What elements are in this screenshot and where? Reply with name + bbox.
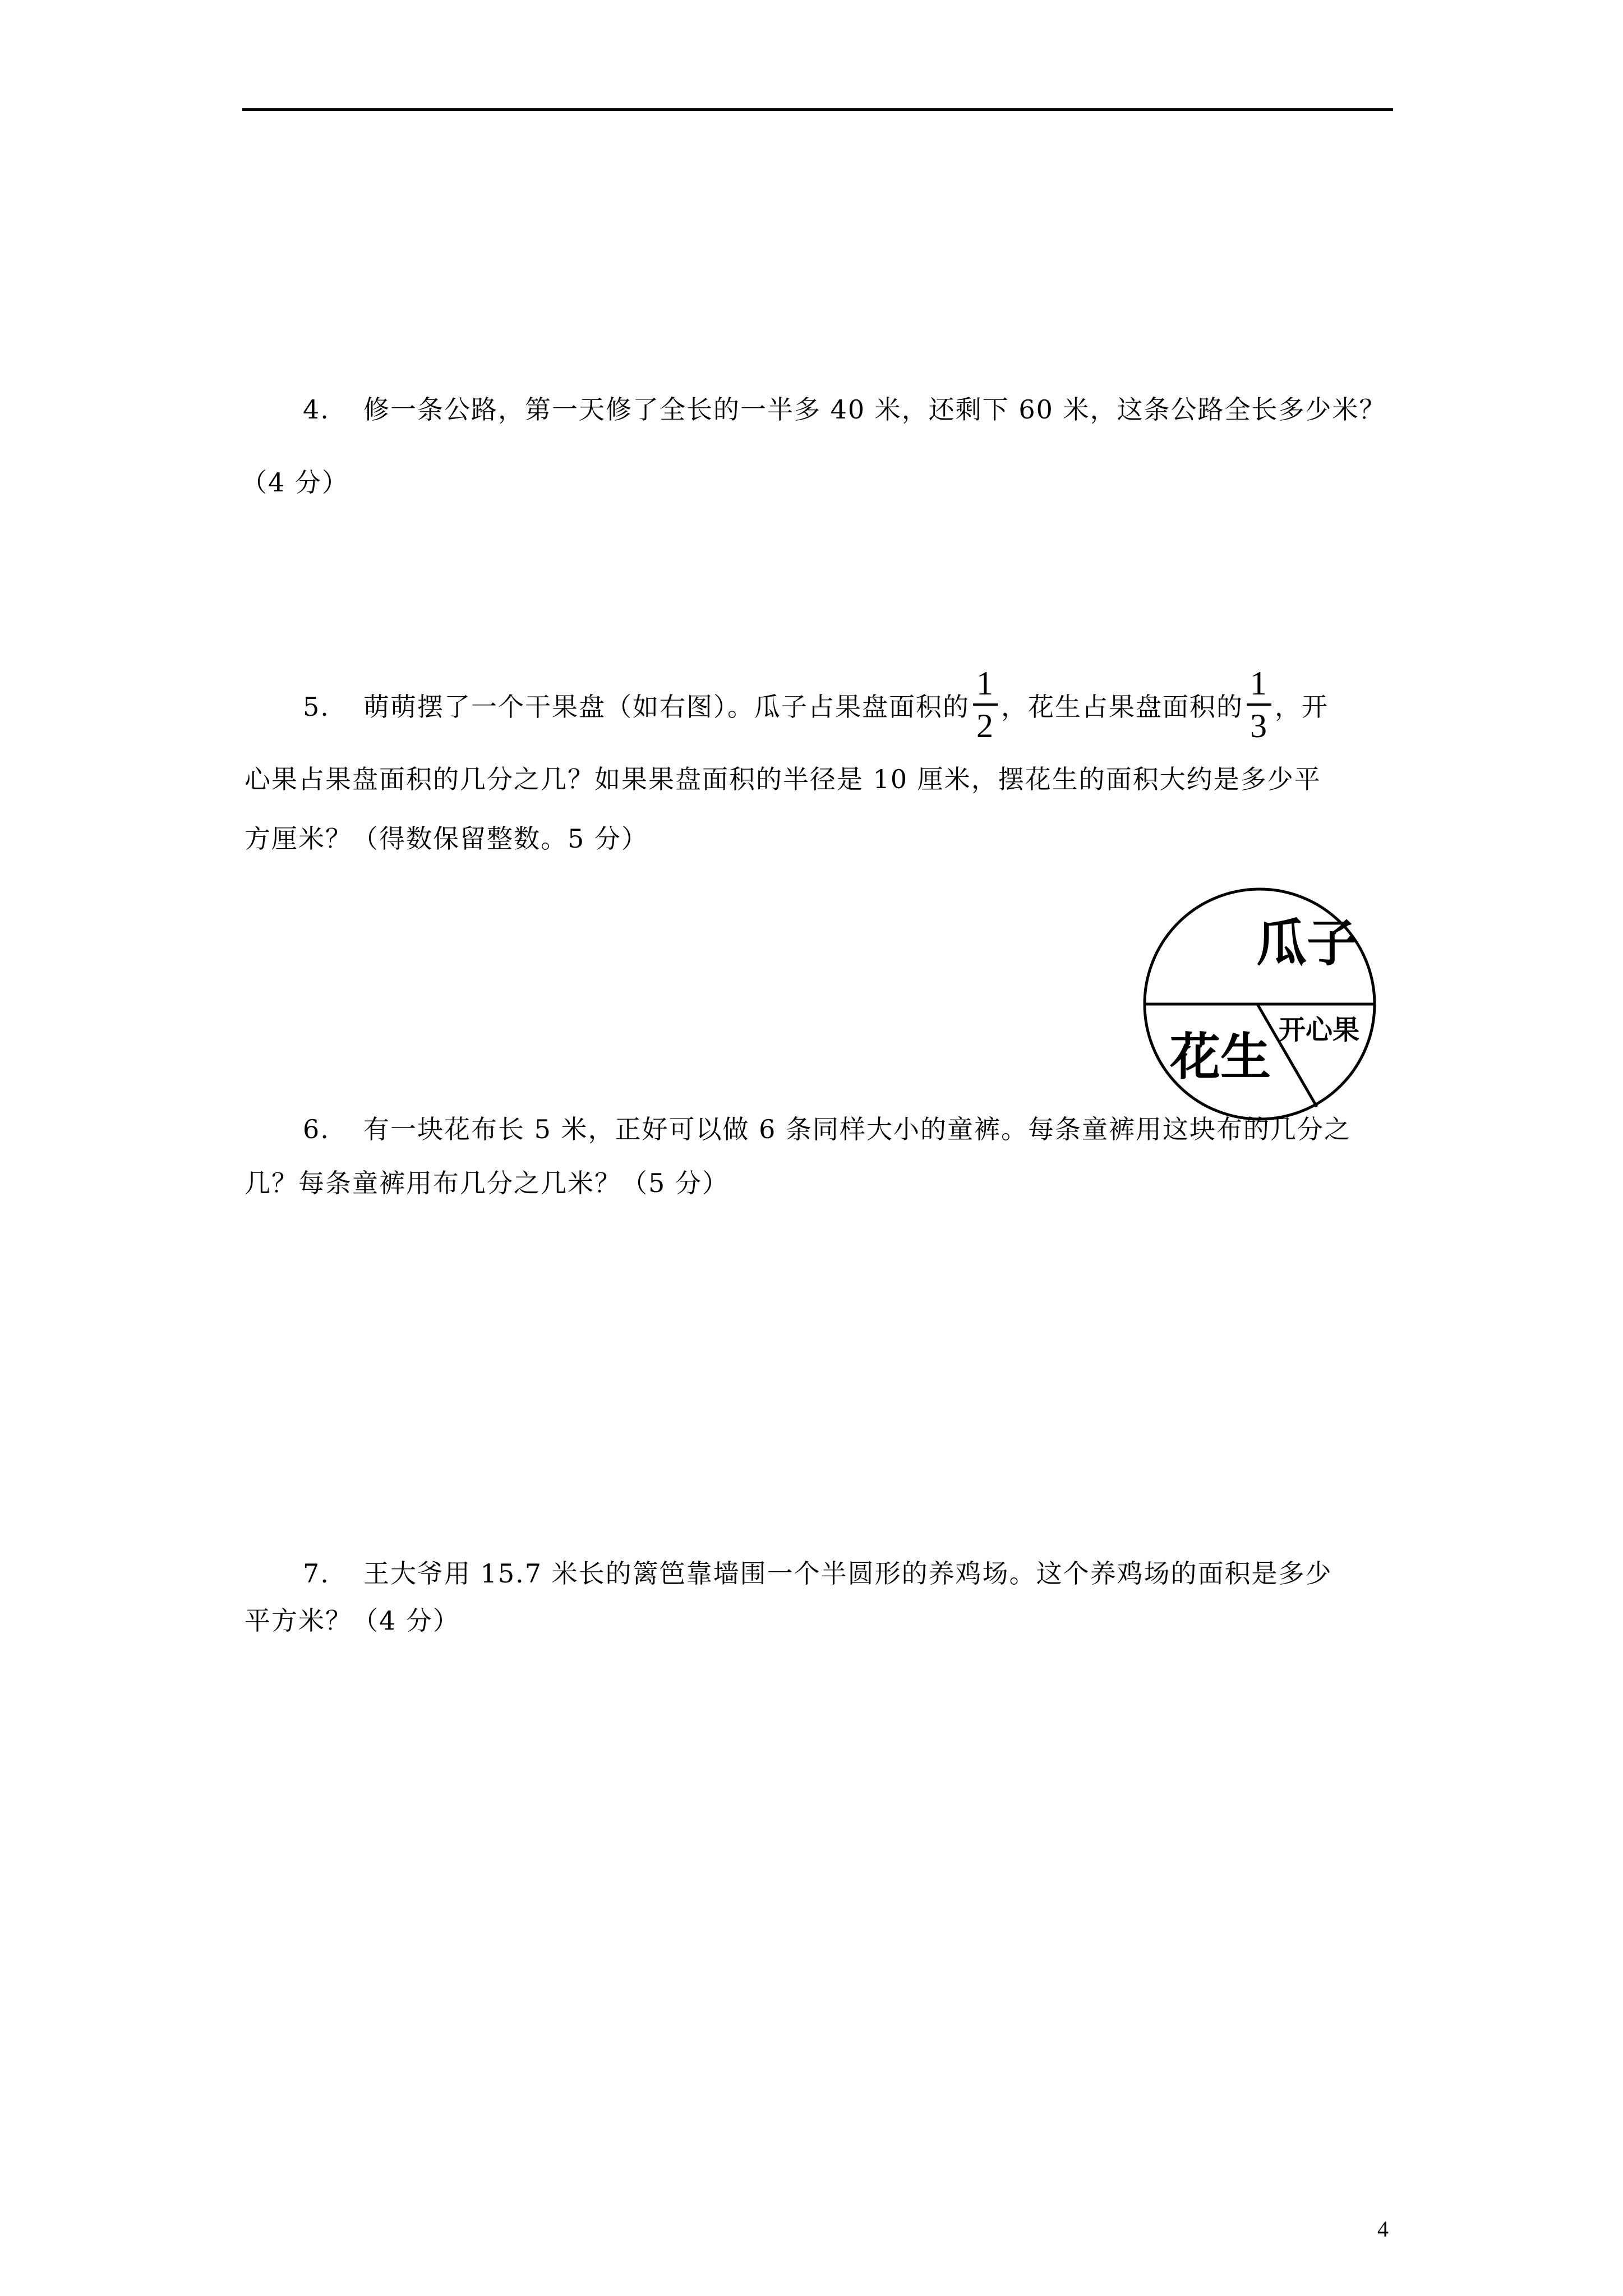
- question-6-line-2: 几？每条童裤用布几分之几米？（5 分）: [245, 1168, 729, 1198]
- question-6: [245, 1093, 1394, 1220]
- fraction-one-half: [973, 663, 998, 746]
- question-4-number: 4.: [303, 394, 330, 425]
- fraction-one-third: [1247, 663, 1271, 746]
- question-5-text-b: ，花生占果盘面积的: [1001, 692, 1243, 722]
- page-number: 4: [1377, 2216, 1389, 2242]
- question-5-text-c: ，开: [1275, 692, 1329, 722]
- question-6-number: 6.: [303, 1114, 330, 1144]
- question-5-number: 5.: [303, 692, 330, 722]
- label-kaixinguo: 开心果: [1279, 1014, 1360, 1046]
- label-guazi: 瓜子: [1256, 914, 1357, 973]
- question-7: [245, 1537, 1394, 1657]
- question-5-line-1: [245, 665, 1394, 751]
- question-5-text-a: 萌萌摆了一个干果盘（如右图）。瓜子占果盘面积的: [363, 692, 970, 722]
- question-5-line-3: 方厘米？（得数保留整数。5 分）: [245, 823, 648, 854]
- header-rule: [242, 108, 1393, 111]
- question-5-line-2: 心果占果盘面积的几分之几？如果果盘面积的半径是 10 厘米，摆花生的面积大约是多少平: [245, 764, 1321, 794]
- question-4-line-1: [245, 373, 1394, 446]
- fraction-denominator: 3: [1250, 707, 1268, 744]
- label-huasheng: 花生: [1170, 1028, 1271, 1087]
- question-7-line-2: 平方米？（4 分）: [245, 1605, 460, 1636]
- question-4-text: 修一条公路，第一天修了全长的一半多 40 米，还剩下 60 米，这条公路全长多少米？: [363, 394, 1386, 425]
- question-4-line-2: （4 分）: [241, 467, 349, 498]
- fraction-numerator: 1: [1247, 663, 1271, 706]
- question-6-text: 有一块花布长 5 米，正好可以做 6 条同样大小的童裤。每条童裤用这块布的几分之: [363, 1114, 1352, 1144]
- dried-fruit-plate-figure: [1138, 881, 1385, 1128]
- question-4: [241, 373, 1394, 519]
- fraction-denominator: 2: [976, 707, 994, 744]
- question-7-text: 王大爷用 15.7 米长的篱笆靠墙围一个半圆形的养鸡场。这个养鸡场的面积是多少: [363, 1558, 1332, 1589]
- question-7-number: 7.: [303, 1558, 330, 1589]
- fraction-numerator: 1: [973, 663, 998, 706]
- question-5: [245, 665, 1394, 875]
